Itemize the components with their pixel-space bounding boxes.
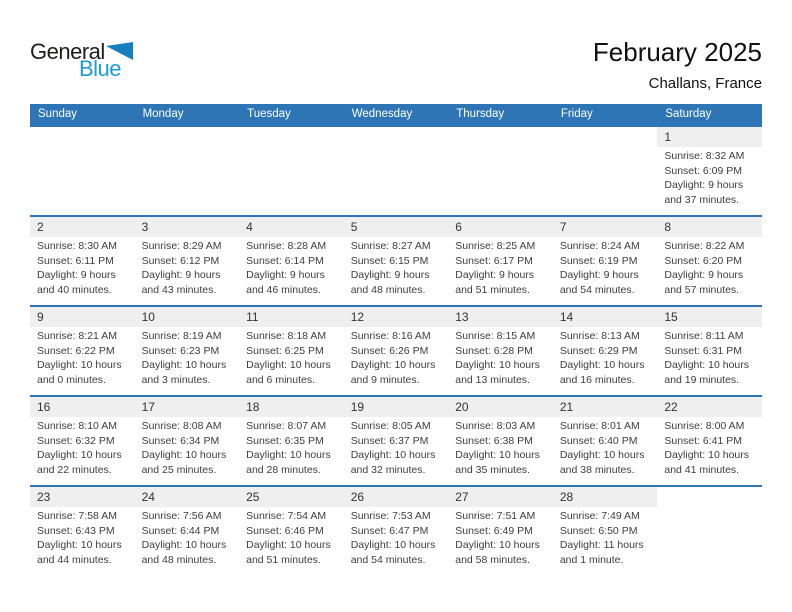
sunset-text: Sunset: 6:26 PM [350,344,429,357]
day-number: 9 [30,307,135,327]
empty-day-cell [657,486,762,575]
weekday-header-saturday: Saturday [657,104,762,126]
sunrise-text: Sunrise: 8:32 AM [664,150,745,162]
empty-day-cell [553,126,658,216]
sunset-text: Sunset: 6:19 PM [559,254,638,267]
day-number: 27 [448,487,553,507]
sunrise-text: Sunrise: 8:13 AM [559,330,640,342]
day-details [553,417,658,477]
calendar-table [30,104,762,575]
day-cell-7 [553,216,658,306]
sunset-text: Sunset: 6:41 PM [664,434,743,447]
day-number: 7 [553,217,658,237]
daylight-text-line2: and 35 minutes. [455,463,530,476]
day-details [344,237,449,297]
weekday-header [30,104,762,126]
day-details [30,507,135,567]
daylight-text-line1: Daylight: 10 hours [350,449,436,462]
sunset-text: Sunset: 6:23 PM [141,344,220,357]
sunrise-text: Sunrise: 8:28 AM [246,240,327,252]
day-cell-22 [657,396,762,486]
daylight-text-line1: Daylight: 9 hours [664,179,744,192]
daylight-text-line1: Daylight: 10 hours [246,539,331,552]
day-number: 6 [448,217,553,237]
day-details [448,417,553,477]
sunset-text: Sunset: 6:22 PM [37,344,115,357]
daylight-text-line2: and 54 minutes. [559,283,635,296]
day-cell-11 [239,306,344,396]
daylight-text-line1: Daylight: 9 hours [141,269,221,282]
general-blue-logo [30,41,133,80]
daylight-text-line2: and 48 minutes. [141,553,217,566]
day-cell-12 [344,306,449,396]
day-details [553,237,658,297]
daylight-text-line1: Daylight: 10 hours [141,449,227,462]
day-cell-28 [553,486,658,575]
sunrise-text: Sunrise: 8:18 AM [246,330,327,342]
day-number: 23 [30,487,135,507]
day-cell-1 [657,126,762,216]
daylight-text-line2: and 25 minutes. [141,463,217,476]
day-number: 18 [239,397,344,417]
day-number: 16 [30,397,135,417]
daylight-text-line1: Daylight: 10 hours [559,449,645,462]
weekday-header-thursday: Thursday [448,104,553,126]
day-details [239,417,344,477]
daylight-text-line1: Daylight: 10 hours [246,449,331,462]
daylight-text-line2: and 22 minutes. [37,463,112,476]
sunset-text: Sunset: 6:15 PM [350,254,429,267]
day-cell-27 [448,486,553,575]
sunrise-text: Sunrise: 7:51 AM [455,510,536,522]
sunrise-text: Sunrise: 8:01 AM [559,420,640,432]
daylight-text-line2: and 37 minutes. [664,193,740,206]
daylight-text-line1: Daylight: 10 hours [141,359,227,372]
sunset-text: Sunset: 6:25 PM [246,344,324,357]
sunset-text: Sunset: 6:35 PM [246,434,324,447]
daylight-text-line1: Daylight: 10 hours [664,359,750,372]
sunset-text: Sunset: 6:46 PM [246,524,324,537]
sunrise-text: Sunrise: 8:10 AM [37,420,117,432]
daylight-text-line2: and 40 minutes. [37,283,112,296]
weekday-header-tuesday: Tuesday [239,104,344,126]
day-details [553,327,658,387]
sunset-text: Sunset: 6:31 PM [664,344,743,357]
weekday-header-wednesday: Wednesday [344,104,449,126]
sunset-text: Sunset: 6:12 PM [141,254,220,267]
day-number: 24 [135,487,240,507]
day-number: 10 [135,307,240,327]
day-details [657,147,762,207]
weekday-header-monday: Monday [135,104,240,126]
sunset-text: Sunset: 6:09 PM [664,164,743,177]
sunrise-text: Sunrise: 7:54 AM [246,510,327,522]
day-details [30,327,135,387]
daylight-text-line2: and 43 minutes. [141,283,217,296]
empty-day-cell [135,126,240,216]
daylight-text-line1: Daylight: 11 hours [559,539,644,552]
daylight-text-line2: and 28 minutes. [246,463,321,476]
day-details [657,417,762,477]
sunrise-text: Sunrise: 8:24 AM [559,240,640,252]
daylight-text-line1: Daylight: 9 hours [455,269,535,282]
day-cell-20 [448,396,553,486]
day-number: 2 [30,217,135,237]
day-cell-8 [657,216,762,306]
day-cell-17 [135,396,240,486]
daylight-text-line2: and 9 minutes. [350,373,420,386]
day-cell-6 [448,216,553,306]
day-cell-15 [657,306,762,396]
day-number: 28 [553,487,658,507]
day-number: 22 [657,397,762,417]
logo-text-blue: Blue [79,56,122,81]
day-details [553,507,658,567]
page-subtitle-location: Challans, France [648,75,762,92]
sunrise-text: Sunrise: 7:56 AM [141,510,222,522]
daylight-text-line1: Daylight: 10 hours [455,359,540,372]
day-details [344,327,449,387]
daylight-text-line1: Daylight: 10 hours [37,449,122,462]
day-cell-5 [344,216,449,306]
sunrise-text: Sunrise: 8:11 AM [664,330,744,342]
day-cell-3 [135,216,240,306]
day-number: 5 [344,217,449,237]
sunrise-text: Sunrise: 8:21 AM [37,330,117,342]
sunset-text: Sunset: 6:37 PM [350,434,429,447]
sunset-text: Sunset: 6:29 PM [559,344,638,357]
daylight-text-line1: Daylight: 10 hours [37,359,122,372]
sunset-text: Sunset: 6:49 PM [455,524,533,537]
sunset-text: Sunset: 6:20 PM [664,254,743,267]
day-details [30,237,135,297]
day-cell-25 [239,486,344,575]
day-cell-26 [344,486,449,575]
daylight-text-line1: Daylight: 10 hours [455,539,540,552]
sunset-text: Sunset: 6:50 PM [559,524,638,537]
day-number: 15 [657,307,762,327]
day-details [135,417,240,477]
day-number: 19 [344,397,449,417]
sunset-text: Sunset: 6:11 PM [37,254,114,267]
day-cell-21 [553,396,658,486]
day-number: 13 [448,307,553,327]
sunrise-text: Sunrise: 8:15 AM [455,330,536,342]
day-number: 20 [448,397,553,417]
sunset-text: Sunset: 6:34 PM [141,434,220,447]
daylight-text-line1: Daylight: 9 hours [246,269,325,282]
daylight-text-line1: Daylight: 9 hours [664,269,744,282]
daylight-text-line1: Daylight: 10 hours [246,359,331,372]
week-row [30,216,762,306]
day-cell-2 [30,216,135,306]
week-row [30,396,762,486]
daylight-text-line1: Daylight: 10 hours [350,359,436,372]
weekday-header-friday: Friday [553,104,658,126]
daylight-text-line1: Daylight: 9 hours [350,269,430,282]
sunrise-text: Sunrise: 7:49 AM [559,510,640,522]
day-number: 17 [135,397,240,417]
daylight-text-line2: and 0 minutes. [37,373,106,386]
daylight-text-line2: and 51 minutes. [455,283,530,296]
daylight-text-line2: and 32 minutes. [350,463,426,476]
sunset-text: Sunset: 6:47 PM [350,524,429,537]
day-cell-14 [553,306,658,396]
day-details [135,237,240,297]
day-details [657,237,762,297]
sunset-text: Sunset: 6:17 PM [455,254,533,267]
week-row [30,306,762,396]
sunrise-text: Sunrise: 8:03 AM [455,420,536,432]
sunrise-text: Sunrise: 8:27 AM [350,240,431,252]
day-details [657,327,762,387]
day-number: 11 [239,307,344,327]
day-number: 1 [657,127,762,147]
daylight-text-line1: Daylight: 9 hours [559,269,639,282]
sunrise-text: Sunrise: 8:22 AM [664,240,745,252]
day-details [239,237,344,297]
daylight-text-line2: and 51 minutes. [246,553,321,566]
sunset-text: Sunset: 6:38 PM [455,434,533,447]
sunset-text: Sunset: 6:14 PM [246,254,324,267]
day-cell-13 [448,306,553,396]
logo-text-general: General [30,39,105,64]
calendar-body [30,126,762,575]
day-details [448,237,553,297]
empty-day-cell [30,126,135,216]
daylight-text-line2: and 3 minutes. [141,373,211,386]
daylight-text-line1: Daylight: 10 hours [455,449,540,462]
sunrise-text: Sunrise: 8:07 AM [246,420,327,432]
daylight-text-line2: and 41 minutes. [664,463,740,476]
sunrise-text: Sunrise: 8:00 AM [664,420,745,432]
day-details [30,417,135,477]
day-details [239,327,344,387]
day-number: 12 [344,307,449,327]
daylight-text-line1: Daylight: 10 hours [664,449,750,462]
page-title: February 2025 [592,37,762,67]
daylight-text-line2: and 19 minutes. [664,373,740,386]
day-details [448,327,553,387]
day-details [344,507,449,567]
sunrise-text: Sunrise: 7:58 AM [37,510,117,522]
day-cell-9 [30,306,135,396]
sunrise-text: Sunrise: 7:53 AM [350,510,431,522]
day-number: 26 [344,487,449,507]
day-details [448,507,553,567]
day-cell-23 [30,486,135,575]
daylight-text-line2: and 38 minutes. [559,463,635,476]
week-row [30,126,762,216]
day-cell-4 [239,216,344,306]
day-cell-19 [344,396,449,486]
daylight-text-line2: and 44 minutes. [37,553,112,566]
daylight-text-line1: Daylight: 9 hours [37,269,116,282]
sunrise-text: Sunrise: 8:08 AM [141,420,222,432]
day-number: 14 [553,307,658,327]
sunrise-text: Sunrise: 8:19 AM [141,330,222,342]
daylight-text-line2: and 57 minutes. [664,283,740,296]
day-number: 8 [657,217,762,237]
day-number: 25 [239,487,344,507]
day-number: 3 [135,217,240,237]
day-cell-10 [135,306,240,396]
empty-day-cell [239,126,344,216]
sunset-text: Sunset: 6:32 PM [37,434,115,447]
week-row [30,486,762,575]
sunrise-text: Sunrise: 8:16 AM [350,330,431,342]
top-bar [0,0,792,104]
sunset-text: Sunset: 6:40 PM [559,434,638,447]
daylight-text-line2: and 16 minutes. [559,373,635,386]
weekday-header-row [30,104,762,126]
daylight-text-line2: and 1 minute. [559,553,624,566]
weekday-header-sunday: Sunday [30,104,135,126]
day-number: 4 [239,217,344,237]
sunset-text: Sunset: 6:44 PM [141,524,220,537]
sunrise-text: Sunrise: 8:29 AM [141,240,222,252]
day-cell-18 [239,396,344,486]
sunset-text: Sunset: 6:43 PM [37,524,115,537]
sunrise-text: Sunrise: 8:05 AM [350,420,431,432]
day-cell-24 [135,486,240,575]
day-details [344,417,449,477]
empty-day-cell [344,126,449,216]
daylight-text-line1: Daylight: 10 hours [350,539,436,552]
sunrise-text: Sunrise: 8:25 AM [455,240,536,252]
daylight-text-line2: and 6 minutes. [246,373,316,386]
daylight-text-line2: and 54 minutes. [350,553,426,566]
daylight-text-line1: Daylight: 10 hours [559,359,645,372]
day-details [135,327,240,387]
title-block [593,36,762,93]
daylight-text-line2: and 46 minutes. [246,283,321,296]
empty-day-cell [448,126,553,216]
day-number: 21 [553,397,658,417]
sunrise-text: Sunrise: 8:30 AM [37,240,117,252]
daylight-text-line1: Daylight: 10 hours [141,539,227,552]
daylight-text-line2: and 13 minutes. [455,373,530,386]
daylight-text-line2: and 58 minutes. [455,553,530,566]
sunset-text: Sunset: 6:28 PM [455,344,533,357]
daylight-text-line2: and 48 minutes. [350,283,426,296]
day-cell-16 [30,396,135,486]
day-details [239,507,344,567]
daylight-text-line1: Daylight: 10 hours [37,539,122,552]
day-details [135,507,240,567]
